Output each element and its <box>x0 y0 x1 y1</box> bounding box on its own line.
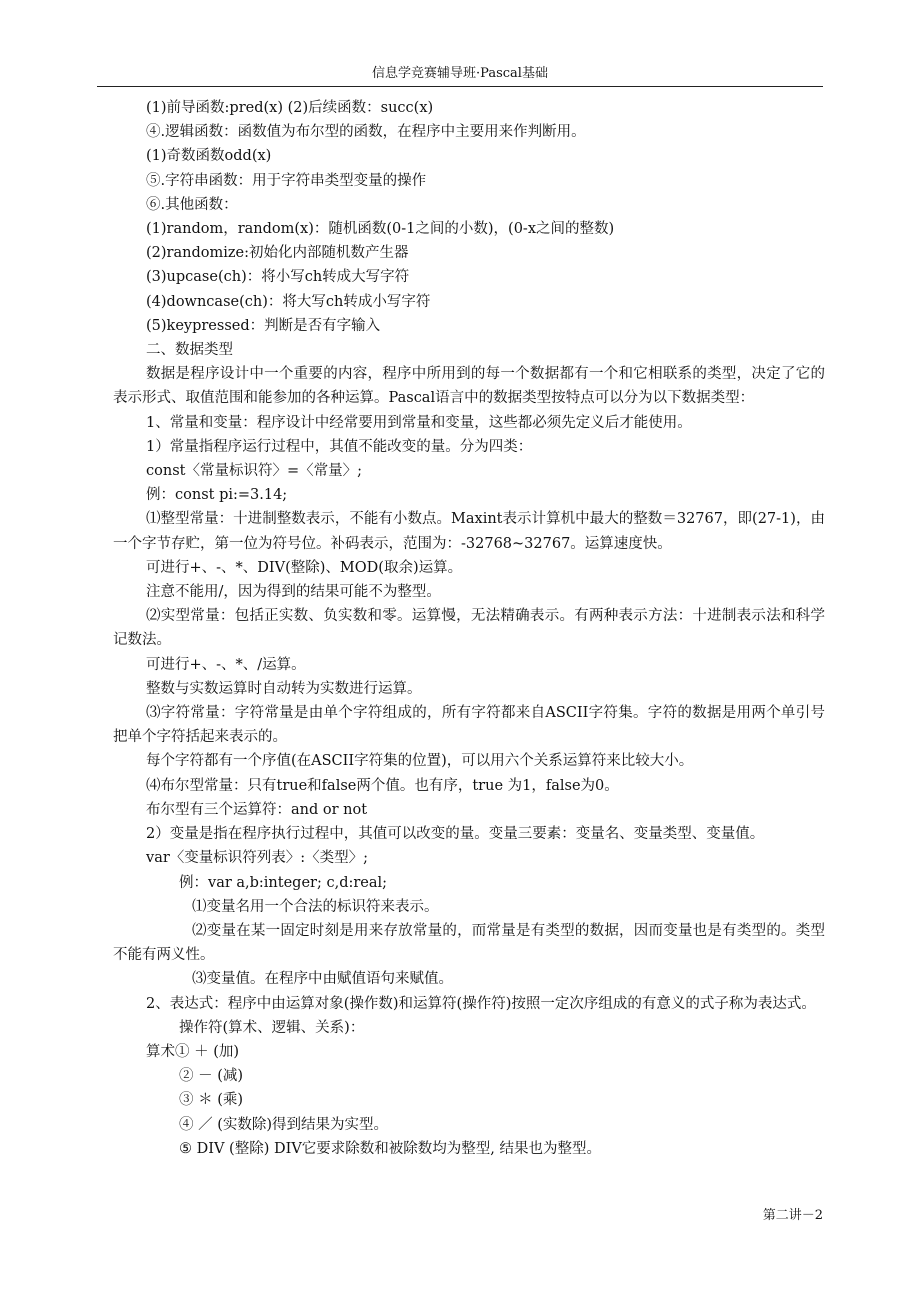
text-line: ⑷布尔型常量：只有true和false两个值。也有序，true 为1，false为0。 <box>146 777 619 794</box>
paragraph: 数据是程序设计中一个重要的内容，程序中所用到的每一个数据都有一个和它相联系的类型，决定了它的表示形式、取值范围和能参加的各种运算。Pascal语言中的数据类型按特点可以分为以下数据类型： <box>113 366 825 407</box>
document-body <box>113 96 825 1161</box>
paragraph: ⑴整型常量：十进制整数表示，不能有小数点。Maxint表示计算机中最大的整数＝32767，即(27-1)，由一个字节存贮，第一位为符号位。补码表示，范围为：-32768~32767。运算速度快。 <box>113 511 825 552</box>
text-line: 操作符(算术、逻辑、关系)： <box>179 1019 365 1036</box>
text-line: (5)keypressed：判断是否有字输入 <box>146 317 381 334</box>
text-line: (4)downcase(ch)：将大写ch转成小写字符 <box>146 293 431 310</box>
text-line: ④.逻辑函数：函数值为布尔型的函数，在程序中主要用来作判断用。 <box>146 124 586 141</box>
text-line: 1、常量和变量：程序设计中经常要用到常量和变量，这些都必须先定义后才能使用。 <box>146 414 692 431</box>
text-line: (3)upcase(ch)：将小写ch转成大写字符 <box>146 269 410 286</box>
text-line: ⑴变量名用一个合法的标识符来表示。 <box>192 898 439 915</box>
operator-line: 算术① ＋ (加) <box>146 1043 240 1060</box>
text-line: 2）变量是指在程序执行过程中，其值可以改变的量。变量三要素：变量名、变量类型、变量值。 <box>146 826 765 843</box>
text-line: 可进行+、-、*、DIV(整除)、MOD(取余)运算。 <box>146 559 463 576</box>
paragraph: ⑵实型常量：包括正实数、负实数和零。运算慢，无法精确表示。有两种表示方法：十进制表示法和科学记数法。 <box>113 608 825 649</box>
text-line: (1)奇数函数odd(x) <box>146 148 272 165</box>
text-line: ⑥.其他函数： <box>146 196 238 213</box>
text-line: 每个字符都有一个序值(在ASCII字符集的位置)，可以用六个关系运算符来比较大小。 <box>146 753 694 770</box>
page-header: 信息学竞赛辅导班·Pascal基础 <box>97 62 823 87</box>
text-line: (1)random，random(x)：随机函数(0-1之间的小数)，(0-x之间的整数) <box>146 221 615 238</box>
code-line: 例：const pi:=3.14; <box>146 487 288 504</box>
text-line: (2)randomize:初始化内部随机数产生器 <box>146 245 409 262</box>
text-line: (1)前导函数:pred(x) (2)后续函数：succ(x) <box>146 100 434 116</box>
text-line: 1）常量指程序运行过程中，其值不能改变的量。分为四类： <box>146 438 533 455</box>
section-heading: 二、数据类型 <box>146 342 233 359</box>
code-line: var〈变量标识符列表〉:〈类型〉; <box>146 850 369 867</box>
operator-line: ⑤ DIV (整除) DIV它要求除数和被除数均为整型, 结果也为整型。 <box>179 1140 602 1157</box>
paragraph: 2、表达式：程序中由运算对象(操作数)和运算符(操作符)按照一定次序组成的有意义的式子称为表达式。 <box>146 995 816 1012</box>
page-footer: 第二讲－2 <box>762 1208 823 1223</box>
paragraph: ⑶字符常量：字符常量是由单个字符组成的，所有字符都来自ASCII字符集。字符的数据是用两个单引号把单个字符括起来表示的。 <box>113 705 825 746</box>
operator-line: ③ ＊ (乘) <box>179 1092 244 1109</box>
text-line: 注意不能用/，因为得到的结果可能不为整型。 <box>146 584 441 601</box>
code-line: const〈常量标识符〉=〈常量〉; <box>146 463 362 480</box>
text-line: ⑤.字符串函数：用于字符串类型变量的操作 <box>146 172 427 189</box>
text-line: ⑶变量值。在程序中由赋值语句来赋值。 <box>192 971 453 988</box>
text-line: 整数与实数运算时自动转为实数进行运算。 <box>146 680 422 697</box>
operator-line: ④ ／ (实数除)得到结果为实型。 <box>179 1116 389 1133</box>
paragraph: ⑵变量在某一固定时刻是用来存放常量的，而常量是有类型的数据，因而变量也是有类型的。类型不能有两义性。 <box>113 922 825 964</box>
code-line: 例：var a,b:integer; c,d:real; <box>179 874 388 891</box>
operator-line: ② － (减) <box>179 1068 244 1085</box>
text-line: 可进行+、-、*、/运算。 <box>146 656 306 673</box>
text-line: 布尔型有三个运算符：and or not <box>146 801 368 818</box>
